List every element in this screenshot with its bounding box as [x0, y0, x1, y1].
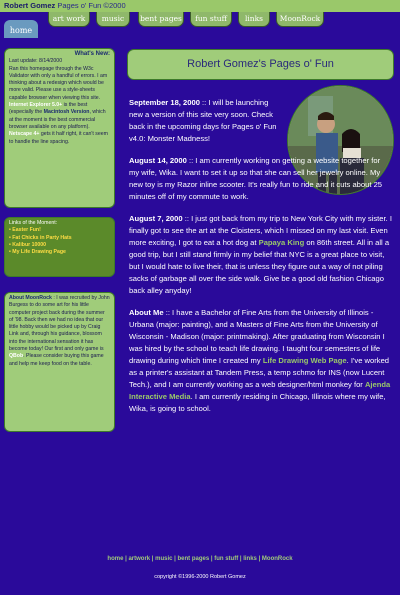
netscape-link[interactable]: Netscape 4+: [9, 131, 40, 138]
whats-new-text-1: Ran this homepage through the W3c Validator with only a handful of errors. I am thinking about a redesign which would be more valid. Please use a style-sheets capable browser when viewing this site.: [9, 65, 108, 101]
tab-moonrock[interactable]: MoonRock: [276, 12, 324, 27]
tab-music[interactable]: music: [96, 12, 130, 27]
link-label: Fat Chicks in Party Hats: [12, 234, 72, 241]
news-text: on 86th street. All in all a good trip, but I still stand firmly in my belief that NYC is a great place to visit, but I would hate to live their, that is unless they figure out a way of not piling sacks of garbage all over the side walk. Give be a good old fashion Chicago back alley anyday!: [129, 238, 390, 295]
mac-label: Macintosh Version: [43, 109, 90, 116]
link-label: Kalibur 10000: [12, 241, 47, 248]
separator: |: [150, 556, 156, 562]
whats-new-text-3: , which at the moment is the best commercial browser available on any platform).: [9, 109, 106, 130]
news-text: :: I am currently working on getting a website together for my wife, Wika. I want to set it up so that she can sell her jewelry online. My new toy is my Razor inline scooter. It's really fun to ride and it cuts about 25 minutes off of my commute to work.: [129, 156, 383, 201]
about-text: :: I have a Bachelor of Fine Arts from the University of Illinois - Urbana (major: painting), and a Masters of Fine Arts from the University of Wisconsin - Madison (major: printmaking). After graduating from Wisconsin I was hired by the school to teach life drawing. I taught four semesters of life drawing during which time I created my: [129, 308, 385, 365]
owner-name: Robert Gomez: [4, 1, 56, 10]
link-life-drawing[interactable]: • My Life Drawing Page: [9, 249, 66, 256]
footer-link-home[interactable]: home: [107, 556, 124, 562]
links-heading: Links of the Moment:: [9, 220, 58, 226]
ie-link[interactable]: Internet Explorer 5.0+: [9, 102, 63, 109]
link-label: My Life Drawing Page: [12, 249, 66, 256]
separator: |: [123, 556, 129, 562]
separator: |: [172, 556, 178, 562]
tab-fun-stuff[interactable]: fun stuff: [190, 12, 232, 27]
moonrock-label: About MoonRock: [9, 295, 52, 301]
footer-link-links[interactable]: links: [243, 556, 257, 562]
news-item: [129, 213, 392, 297]
moonrock-text-1: : I was recruited by John Burgess to do some art for his little computer project back during the summer of '98. Back then we had no idea that our little hobby would be picked up by Craig Link and, through his guidance, blossom into the international sensation it has become today! Our first and only game is: [9, 295, 110, 353]
whats-new-heading: What's New:: [74, 51, 110, 57]
news-text: :: I will be launching new a version of this site very soon. Check back in the upcoming days for Pages o' Fun v4.0: Monster Madness!: [129, 98, 277, 143]
about-label: About Me: [129, 308, 164, 317]
link-easter-fun[interactable]: • Easter Fun!: [9, 227, 41, 234]
news-date: September 18, 2000: [129, 98, 200, 107]
news-item: [129, 97, 284, 145]
news-item: [129, 155, 392, 203]
moonrock-text-2: . Please consider buying this game and help me keep food on the table.: [9, 353, 104, 367]
whats-new-panel: [4, 48, 115, 208]
whats-new-text-4: gets it half right, it can't seem to handle the line spacing.: [9, 131, 108, 145]
news-date: August 7, 2000: [129, 214, 183, 223]
copyright: copyright ©1996-2000 Robert Gomez: [154, 574, 246, 580]
main-content: [129, 97, 392, 425]
about-me: [129, 307, 392, 415]
links-panel: [4, 217, 115, 277]
tab-home[interactable]: home: [4, 20, 38, 38]
link-kalibur[interactable]: • Kalibur 10000: [9, 241, 47, 248]
separator: |: [209, 556, 215, 562]
ajenda-link[interactable]: Ajenda Interactive Media: [129, 380, 391, 401]
moonrock-panel: [4, 292, 115, 432]
link-fat-chicks[interactable]: • Fat Chicks in Party Hats: [9, 234, 72, 241]
site-title: Pages o' Fun: [57, 1, 102, 10]
tab-bent-pages[interactable]: bent pages: [138, 12, 184, 27]
separator: |: [238, 556, 244, 562]
page-title: Robert Gomez's Pages o' Fun: [127, 49, 394, 80]
footer-nav: [0, 556, 400, 562]
news-date: August 14, 2000: [129, 156, 187, 165]
last-update: Last update: 8/14/2000: [9, 58, 63, 65]
tab-art-work[interactable]: art work: [48, 12, 90, 27]
news-text: :: I just got back from my trip to New York City with my sister. I finally got to see the art at the Cloisters, which I missed on my last visit. Even more exciting, I got to eat a hot dog at: [129, 214, 392, 247]
separator: |: [256, 556, 262, 562]
copyright-year: ©2000: [103, 1, 126, 10]
life-drawing-link[interactable]: Life Drawing Web Page: [262, 356, 347, 365]
footer-link-artwork[interactable]: artwork: [128, 556, 151, 562]
footer-link-moonrock[interactable]: MoonRock: [261, 556, 293, 562]
tab-links[interactable]: links: [238, 12, 270, 27]
nav-tabs: [0, 12, 400, 40]
footer-link-fun-stuff[interactable]: fun stuff: [214, 556, 239, 562]
footer-link-music[interactable]: music: [155, 556, 173, 562]
site-header-bar: [0, 0, 400, 12]
link-label: Easter Fun!: [12, 227, 41, 234]
qbob-link[interactable]: QBob: [9, 353, 24, 360]
whats-new-text-2: is the best (especially the: [9, 102, 88, 116]
about-text: . I've worked as a printer's assistant at Tandem Press, a temp schmo for INS (now Lucent Tech.), and I am currently working as a web designer/html monkey for: [129, 356, 390, 389]
papaya-king-link[interactable]: Papaya King: [258, 238, 305, 247]
whats-new-body: [9, 66, 110, 146]
footer-link-bent-pages[interactable]: bent pages: [177, 556, 210, 562]
about-text: . I am currently residing in Chicago, Illinois where my wife, Wika, is going to school.: [129, 392, 386, 413]
